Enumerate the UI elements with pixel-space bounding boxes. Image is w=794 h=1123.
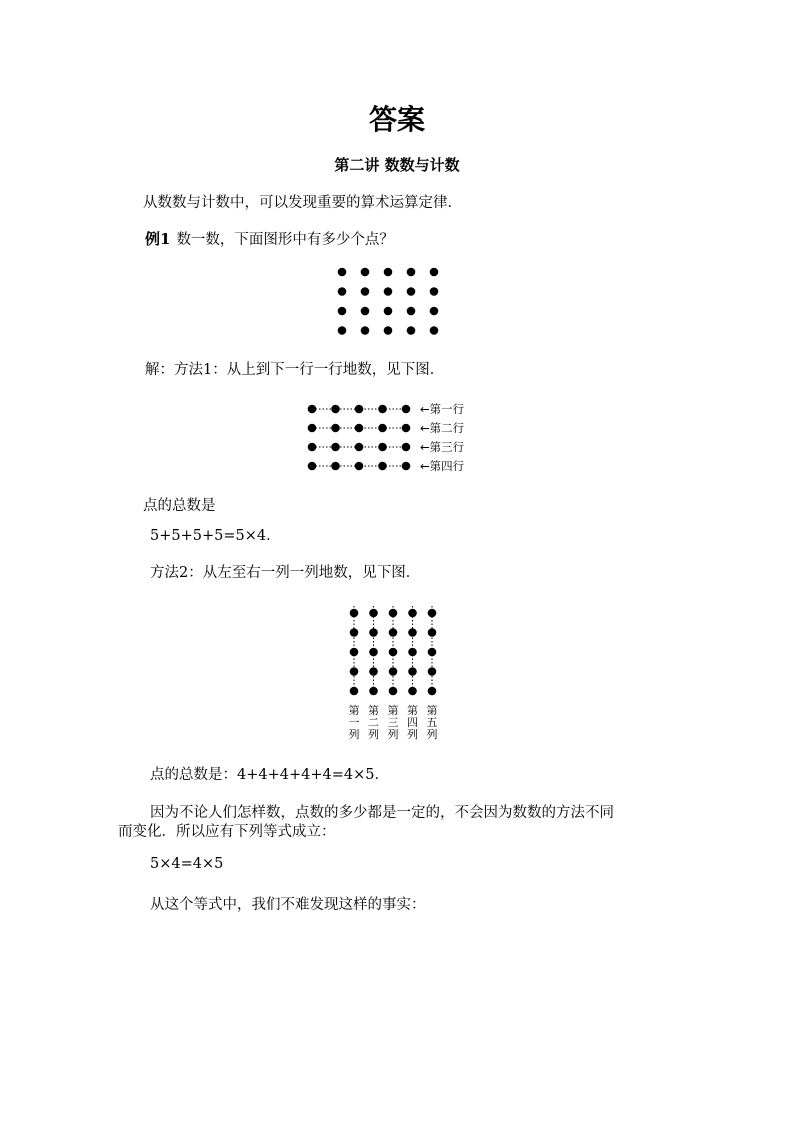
dot [308, 462, 317, 471]
dot [369, 648, 378, 657]
dot [408, 648, 417, 657]
row-label: ←第一行 [420, 402, 465, 416]
dot [369, 609, 378, 618]
dot [338, 268, 347, 277]
column-label-char: 三 [387, 716, 399, 729]
column-label-char: 四 [407, 716, 418, 729]
dot [355, 443, 364, 452]
dot [350, 687, 359, 696]
dot [384, 326, 393, 335]
row-label: ←第二行 [420, 421, 465, 435]
column-label-char: 五 [426, 716, 438, 729]
dot [331, 443, 340, 452]
page-title: 答案 [368, 103, 425, 136]
column-label-char: 列 [348, 728, 360, 741]
column-label-char: 第 [387, 704, 399, 717]
dot [331, 462, 340, 471]
dot [430, 287, 439, 296]
dot [350, 648, 359, 657]
dot [384, 268, 393, 277]
dot [402, 443, 411, 452]
reasoning-line-2: 而变化．所以应有下列等式成立： [118, 824, 336, 840]
dot [428, 609, 437, 618]
dot [428, 628, 437, 637]
dot [389, 609, 398, 618]
dot [338, 307, 347, 316]
column-label-char: 第 [426, 704, 438, 717]
column-label-char: 列 [368, 728, 379, 741]
method2-text: 方法2：从左至右一列一列地数，见下图． [150, 565, 421, 581]
method1-text: 解：方法1：从上到下一行一行地数，见下图． [145, 362, 445, 378]
dot [407, 326, 416, 335]
dot [428, 667, 437, 676]
dot [308, 405, 317, 414]
row-label: ←第四行 [420, 459, 465, 473]
column-label-char: 第 [348, 704, 360, 717]
dot [389, 628, 398, 637]
dot [308, 443, 317, 452]
row-label: ←第三行 [420, 440, 465, 454]
dot [369, 687, 378, 696]
column-label-char: 第 [407, 704, 418, 717]
column-label-char: 第 [368, 704, 379, 717]
dot [361, 307, 370, 316]
dot [378, 424, 387, 433]
dot [408, 667, 417, 676]
dot [389, 667, 398, 676]
column-count-figure [349, 606, 438, 741]
dot [308, 424, 317, 433]
column-label-char: 列 [426, 728, 438, 741]
dot [361, 268, 370, 277]
reasoning-line-1: 因为不论人们怎样数，点数的多少都是一定的，不会因为数数的方法不同 [150, 805, 614, 821]
column-label-char: 一 [348, 716, 360, 729]
dot [402, 405, 411, 414]
column-label-char: 二 [368, 716, 379, 729]
column-label-char: 列 [387, 728, 399, 741]
commutative-equation: 5×4=4×5 [150, 856, 224, 872]
dot [338, 326, 347, 335]
dot [331, 424, 340, 433]
dot [378, 462, 387, 471]
column-label-char: 列 [407, 728, 418, 741]
dot [430, 268, 439, 277]
dot [407, 268, 416, 277]
dot [407, 287, 416, 296]
dot [369, 628, 378, 637]
dot [430, 326, 439, 335]
dot [378, 443, 387, 452]
dot [408, 628, 417, 637]
dot [355, 405, 364, 414]
dot [355, 424, 364, 433]
example-question: 数一数，下面图形中有多少个点？ [176, 232, 394, 248]
dot [350, 667, 359, 676]
dot-grid-figure [338, 268, 439, 335]
method2-total: 点的总数是：4+4+4+4+4=4×5． [150, 767, 389, 783]
dot [428, 687, 437, 696]
total-partial-text: 点的总数是 [143, 498, 216, 514]
dot [402, 424, 411, 433]
dot [402, 462, 411, 471]
dot [350, 628, 359, 637]
dot [369, 667, 378, 676]
dot [408, 609, 417, 618]
example-label: 例1 [145, 230, 171, 248]
dot [361, 287, 370, 296]
dot [331, 405, 340, 414]
dot [350, 609, 359, 618]
intro-paragraph: 从数数与计数中，可以发现重要的算术运算定律． [143, 195, 462, 211]
dot [384, 307, 393, 316]
lecture-subtitle: 第二讲 数数与计数 [334, 156, 460, 174]
dot [384, 287, 393, 296]
dot [389, 648, 398, 657]
dot [430, 307, 439, 316]
method1-equation: 5+5+5+5=5×4． [150, 528, 281, 544]
dot [378, 405, 387, 414]
conclusion-line: 从这个等式中，我们不难发现这样的事实： [150, 897, 426, 913]
dot [389, 687, 398, 696]
dot [408, 687, 417, 696]
row-count-figure [308, 402, 465, 473]
dot [361, 326, 370, 335]
dot [428, 648, 437, 657]
dot [338, 287, 347, 296]
dot [355, 462, 364, 471]
dot [407, 307, 416, 316]
